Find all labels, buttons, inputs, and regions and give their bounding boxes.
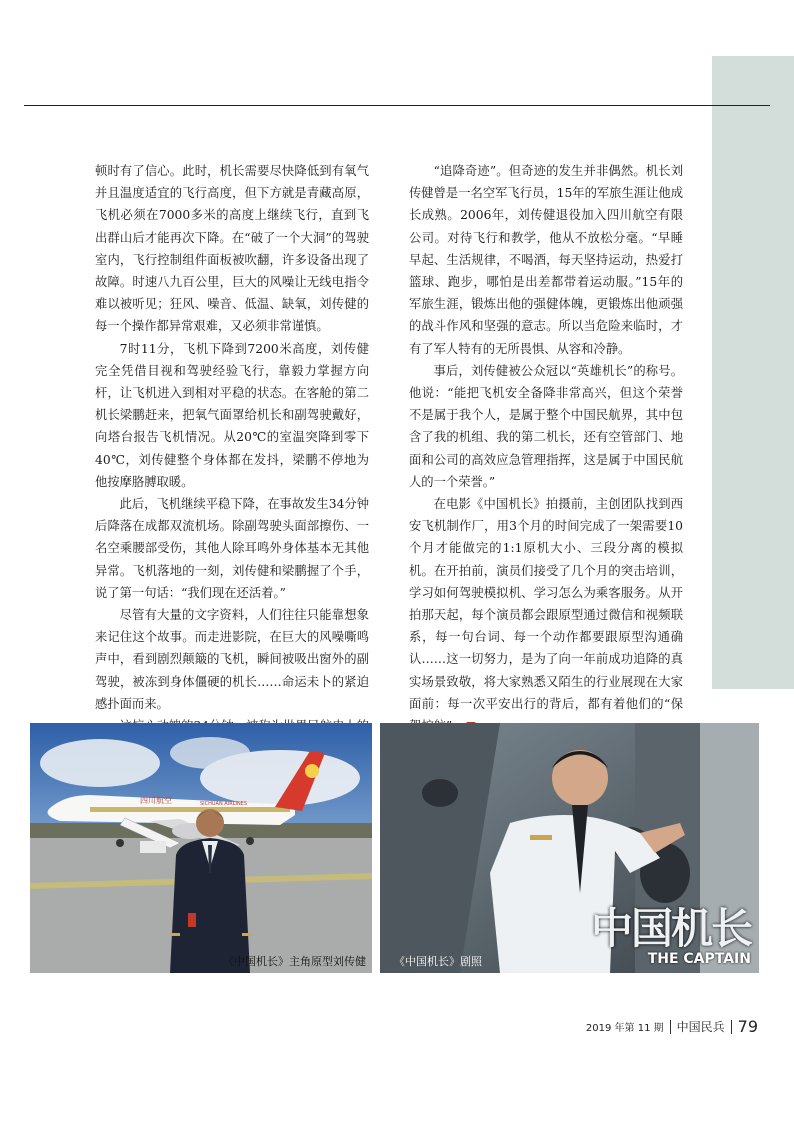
magazine-name: 中国民兵	[676, 1020, 725, 1034]
plane-livery-text: 四川航空	[140, 796, 172, 805]
article-paragraph: 此后，飞机继续平稳下降，在事故发生34分钟后降落在成都双流机场。除副驾驶头面部擦伤、一名空乘腰部受伤，其他人除耳鸣外身体基本无其他异常。飞机落地的一刻，刘传健和梁鹏握了个手，说了第一句话：“我们现在还活着。”	[95, 497, 369, 600]
article-paragraph: 7时11分，飞机下降到7200米高度，刘传健完全凭借目视和驾驶经验飞行，靠毅力掌握方向杆，让飞机进入到相对平稳的状态。在客舱的第二机长梁鹏赶来，把氧气面罩给机长和副驾驶戴好，向塔台报告飞机情况。从20℃的室温突降到零下40℃，刘传健整个身体都在发抖，梁鹏不停地为他按摩胳膊取暖。	[95, 341, 369, 489]
page-number: 79	[737, 1017, 758, 1036]
movie-title-en: THE CAPTAIN	[647, 951, 751, 967]
article-paragraph: 顿时有了信心。此时，机长需要尽快降低到有氧气并且温度适宜的飞行高度，但下方就是青藏高原，飞机必须在7000多米的高度上继续飞行，直到飞出群山后才能再次下降。在“破了一个大洞”的驾驶室内，飞行控制组件面板被吹翻，许多设备出现了故障。时速八九百公里，巨大的风噪让无线电指令难以被听见；狂风、噪音、低温、缺氧，刘传健的每一个操作都异常艰难，又必须非常谨慎。	[95, 164, 369, 334]
article-paragraph-last	[409, 493, 683, 737]
header-rule	[24, 105, 770, 106]
movie-title-cn: 中国机长	[590, 904, 751, 953]
photo-caption-left: 《中国机长》主角原型刘传健	[223, 955, 366, 968]
footer-divider	[731, 1020, 732, 1034]
page-footer	[586, 1017, 758, 1036]
photo-pilot-with-plane	[30, 723, 372, 973]
side-color-tab	[712, 56, 794, 689]
footer-divider	[670, 1020, 671, 1034]
photo-caption-right: 《中国机长》剧照	[394, 955, 482, 968]
movie-title-logo	[590, 904, 751, 967]
article-paragraph: 尽管有大量的文字资料，人们往往只能靠想象来记住这个故事。而走进影院，在巨大的风噪嘶鸣声中，看到剧烈颠簸的飞机，瞬间被吸出窗外的副驾驶，被冻到身体僵硬的机长……命运未卜的紧迫感扑面而来。	[95, 608, 369, 711]
issue-label: 2019 年第 11 期	[585, 1023, 664, 1034]
photo-movie-still	[380, 723, 759, 973]
photo-pilot-illustration	[30, 723, 372, 973]
article-paragraph: 事后，刘传健被公众冠以“英雄机长”的称号。他说：“能把飞机安全备降非常高兴，但这个荣誉不是属于我个人，是属于整个中国民航界，其中包含了我的机组、我的第二机长，还有空管部门、地面和公司的高效应急管理指挥，这是属于中国民航人的一个荣誉。”	[409, 363, 683, 489]
plane-livery-en-text: SICHUAN AIRLINES	[200, 801, 248, 807]
article-column-right	[409, 160, 683, 737]
article-paragraph-text: 在电影《中国机长》拍摄前，主创团队找到西安飞机制作厂，用3个月的时间完成了一架需要10个月才能做完的1:1原机大小、三段分离的模拟机。在开拍前，演员们接受了几个月的突击培训，学习如何驾驶模拟机、学习怎么为乘客服务。从开拍那天起，每个演员都会跟原型通过微信和视频联系，每一句台词、每一个动作都要跟原型沟通确认……这一切努力，是为了向一年前成功追降的真实场景致敬，将大家熟悉又陌生的行业展现在大家面前：每一次平安出行的背后，都有着他们的“保	[409, 497, 683, 711]
article-column-left	[95, 160, 369, 737]
article-paragraph: “追降奇迹”。但奇迹的发生并非偶然。机长刘传健曾是一名空军飞行员，15年的军旅生涯让他成长成熟。2006年，刘传健退役加入四川航空有限公司。对待飞行和教学，他从不放松分毫。“早睡早起、生活规律，不喝酒，每天坚持运动，热爱打篮球、跑步，哪怕是出差都带着运动服。”15年的军旅生涯，锻炼出他的强健体魄，更锻炼出他顽强的战斗作风和坚强的意志。所以当危险来临时，才有了军人特有的无所畏惧、从容和冷静。	[409, 164, 683, 356]
